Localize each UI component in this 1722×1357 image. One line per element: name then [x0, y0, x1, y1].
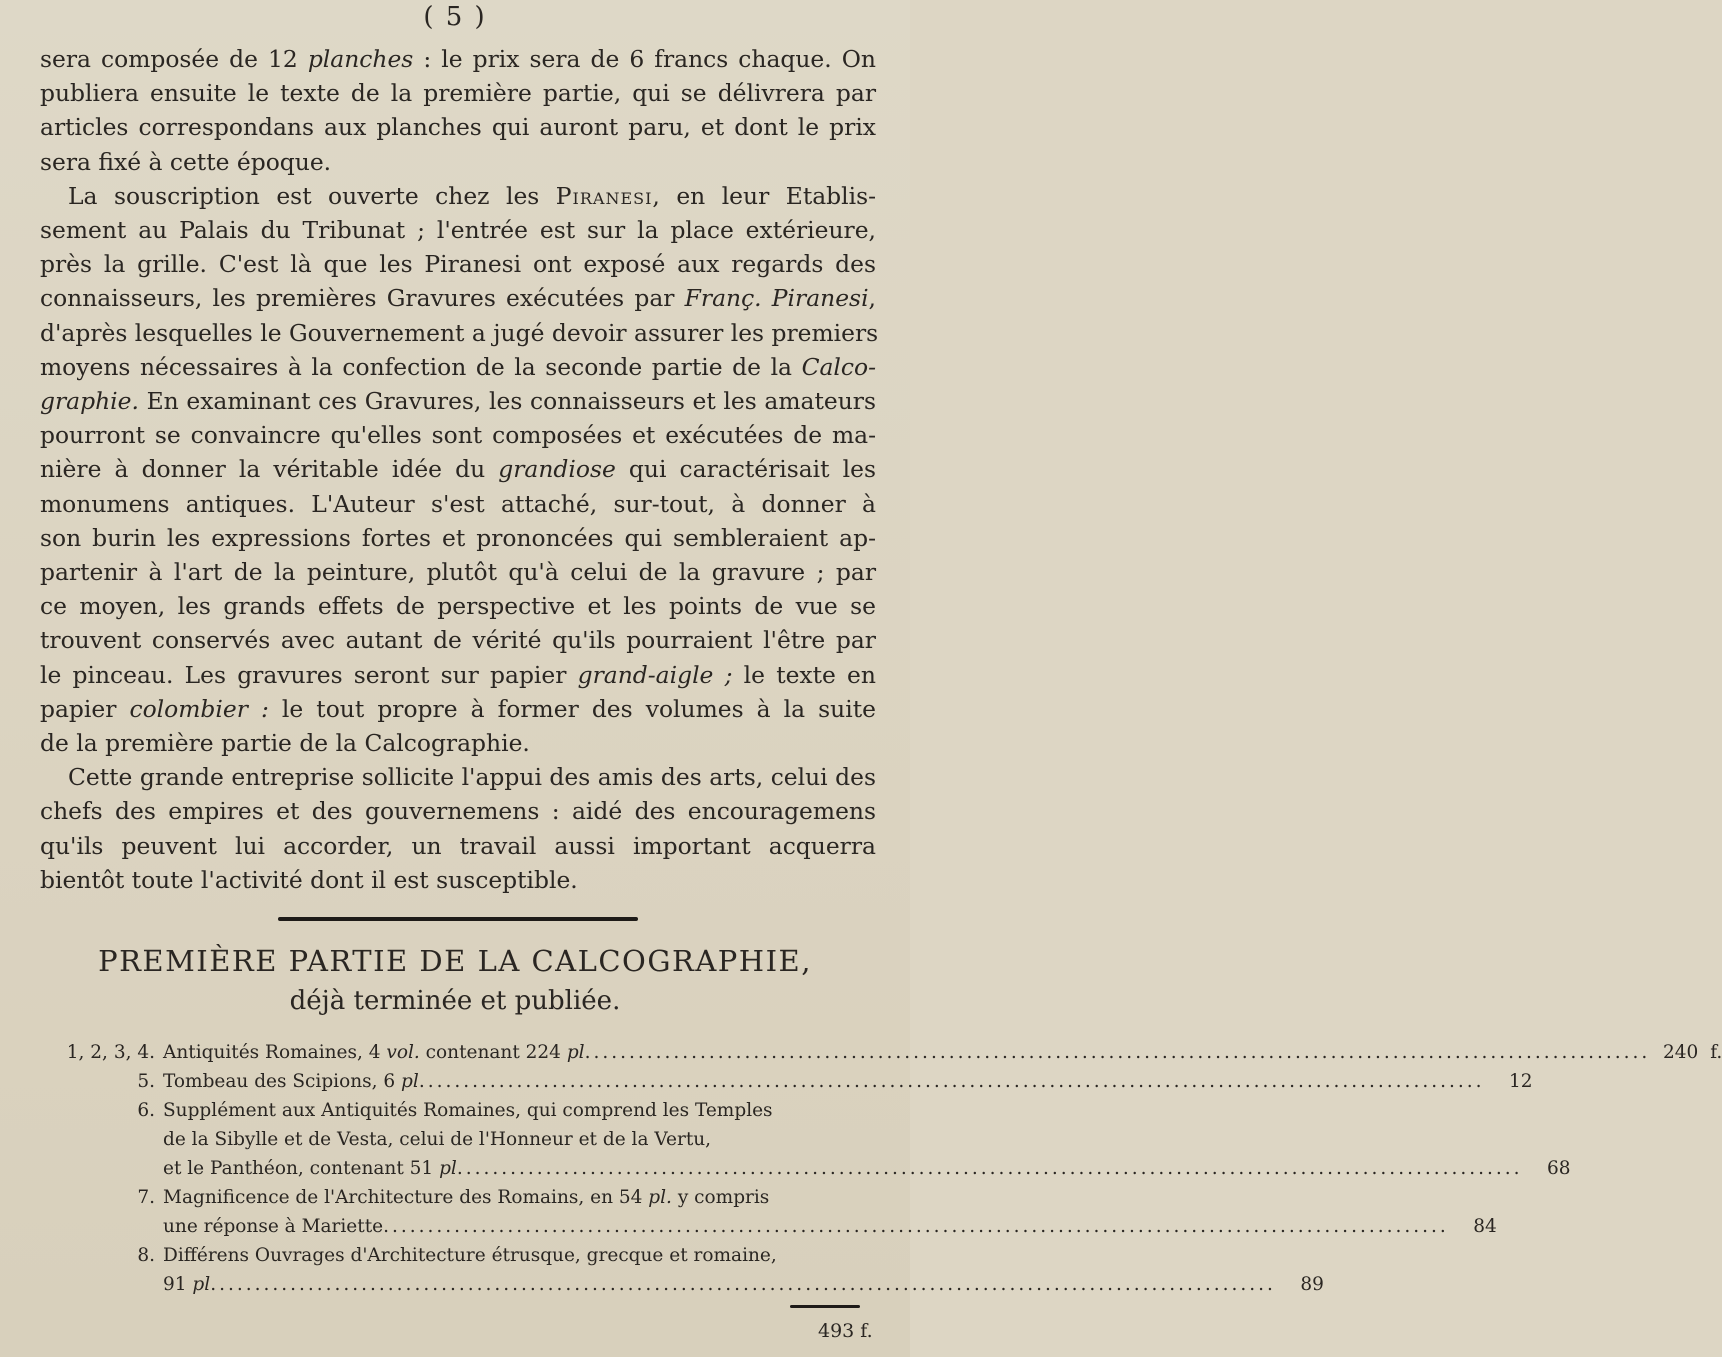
text-line: monumens antiques. L'Auteur s'est attaché, sur-tout, à donner à — [40, 489, 876, 518]
leader-dots: ........................................................................................................................ — [456, 1158, 1523, 1179]
catalog-price: 68 — [1546, 1158, 1571, 1179]
catalog-row — [40, 1154, 1571, 1183]
italic-text: Franç. Piranesi — [684, 284, 869, 313]
catalog-text: Magnificence de l'Architecture des Romains, en 54 pl. y compris — [163, 1187, 770, 1208]
leader-dots: ........................................................................................................................ — [418, 1071, 1485, 1092]
catalog-entry — [40, 1038, 1722, 1067]
catalog-text: Supplément aux Antiquités Romaines, qui comprend les Temples — [163, 1100, 773, 1121]
text-line: ce moyen, les grands effets de perspective et les points de vue se — [40, 592, 876, 621]
text-line: le pinceau. Les gravures seront sur papier grand-aigle ; le texte en — [40, 660, 876, 689]
catalog-text: Tombeau des Scipions, 6 pl........................................................................................................................ — [163, 1071, 1485, 1092]
paragraph — [40, 760, 876, 897]
catalog-text: 91 pl........................................................................................................................ — [163, 1274, 1276, 1295]
italic-text: pl — [566, 1042, 585, 1063]
text-line: de la première partie de la Calcographie. — [40, 729, 530, 758]
text-line: bientôt toute l'activité dont il est susceptible. — [40, 865, 578, 894]
catalog-row — [40, 1241, 882, 1270]
leader-dots: ........................................................................................................................ — [210, 1274, 1276, 1295]
catalog-entry — [40, 1241, 1324, 1299]
catalog-row — [40, 1067, 1533, 1096]
italic-text: pl — [439, 1158, 457, 1179]
catalog-price: 240 — [1662, 1042, 1699, 1063]
text-line: publiera ensuite le texte de la première partie, qui se délivrera par — [40, 79, 876, 108]
text-line: nière à donner la véritable idée du grandiose qui caractérisait les — [40, 455, 876, 484]
catalog-unit: f. — [1710, 1042, 1722, 1063]
text-line: articles correspondans aux planches qui auront paru, et dont le prix — [40, 113, 876, 142]
text-line: La souscription est ouverte chez les Piranesi, en leur Etablis- — [68, 181, 876, 210]
italic-text: colombier : — [129, 694, 269, 723]
catalog-row — [40, 1096, 882, 1125]
catalog-list — [40, 1038, 1722, 1299]
italic-text: pl — [401, 1071, 419, 1092]
catalog-number: 6. — [137, 1100, 155, 1121]
catalog-text: de la Sibylle et de Vesta, celui de l'Honneur et de la Vertu, — [163, 1129, 712, 1150]
text-line: graphie. En examinant ces Gravures, les connaisseurs et les amateurs — [40, 387, 876, 416]
catalog-row — [40, 1212, 1497, 1241]
body-text — [40, 42, 879, 897]
catalog-text: Différens Ouvrages d'Architecture étrusque, grecque et romaine, — [163, 1245, 777, 1266]
text-line: d'après lesquelles le Gouvernement a jugé devoir assurer les premiers — [40, 318, 879, 347]
text-line: sera fixé à cette époque. — [40, 147, 332, 176]
text-line: sement au Palais du Tribunat ; l'entrée est sur la place extérieure, — [40, 216, 876, 245]
catalog-row — [40, 1183, 882, 1212]
text-line: pourront se convaincre qu'elles sont composées et exécutées de ma- — [40, 421, 876, 450]
text-line: son burin les expressions fortes et prononcées qui sembleraient ap- — [40, 523, 876, 552]
italic-text: Calco- — [801, 352, 876, 381]
catalog-number: 7. — [137, 1187, 155, 1208]
catalog-entry — [40, 1067, 1533, 1096]
text-line: partenir à l'art de la peinture, plutôt qu'à celui de la gravure ; par — [40, 558, 876, 587]
italic-text: vol. — [386, 1042, 420, 1063]
catalog-row — [40, 1125, 882, 1154]
leader-dots: ........................................................................................................................ — [584, 1042, 1651, 1063]
page-number: ( 5 ) — [423, 2, 487, 32]
catalog-entry — [40, 1096, 1571, 1183]
text-line: moyens nécessaires à la confection de la seconde partie de la Calco- — [40, 352, 876, 381]
catalog-row — [40, 1038, 1722, 1067]
catalog-number: 8. — [137, 1245, 155, 1266]
italic-text: pl — [192, 1274, 211, 1295]
italic-text: pl. — [648, 1187, 672, 1208]
text-line: Cette grande entreprise sollicite l'appui des amis des arts, celui des — [68, 763, 876, 792]
small-caps-text: Piranesi — [555, 181, 653, 210]
total-rule — [790, 1305, 860, 1308]
paragraph — [40, 42, 876, 179]
text-line: trouvent conservés avec autant de vérité qu'ils pourraient l'être par — [40, 626, 876, 655]
text-line: sera composée de 12 planches : le prix sera de 6 francs chaque. On — [40, 45, 876, 73]
leader-dots: ........................................................................................................................ — [383, 1216, 1449, 1237]
text-line: papier colombier : le tout propre à former des volumes à la suite — [40, 694, 876, 723]
paragraph — [40, 179, 879, 760]
section-divider — [278, 917, 638, 921]
catalog-text: Antiquités Romaines, 4 vol. contenant 224 pl........................................................................................................................ — [163, 1042, 1651, 1063]
italic-text: graphie. — [40, 387, 139, 416]
catalog-price: 89 — [1300, 1274, 1324, 1295]
text-line: qu'ils peuvent lui accorder, un travail aussi important acquerra — [40, 831, 876, 860]
catalog-price: 12 — [1508, 1071, 1533, 1092]
catalog-text: une réponse à Mariette........................................................................................................................ — [163, 1216, 1449, 1237]
catalog-text: et le Panthéon, contenant 51 pl........................................................................................................................ — [163, 1158, 1523, 1179]
section-title: PREMIÈRE PARTIE DE LA CALCOGRAPHIE, — [98, 944, 812, 978]
text-line: près la grille. C'est là que les Piranesi ont exposé aux regards des — [40, 250, 876, 279]
section-subtitle: déjà terminée et publiée. — [289, 986, 621, 1016]
text-line: chefs des empires et des gouvernemens : aidé des encouragemens — [40, 797, 876, 826]
catalog-number: 1, 2, 3, 4. — [66, 1042, 155, 1063]
catalog-entry — [40, 1183, 1497, 1241]
catalog-row — [40, 1270, 1324, 1299]
italic-text: planches — [307, 45, 414, 73]
catalog-number: 5. — [137, 1071, 155, 1092]
catalog-price: 84 — [1473, 1216, 1497, 1237]
text-line: connaisseurs, les premières Gravures exécutées par Franç. Piranesi, — [40, 284, 876, 313]
italic-text: grand-aigle ; — [577, 660, 733, 689]
catalog-total: 493 f. — [818, 1320, 873, 1342]
italic-text: grandiose — [498, 455, 616, 484]
